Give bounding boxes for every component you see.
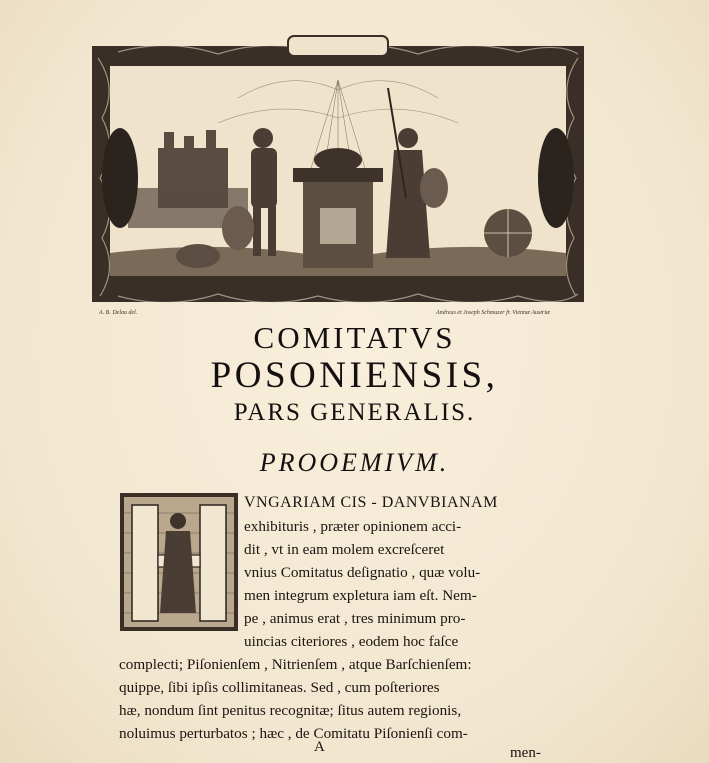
title-line-3: PARS GENERALIS. [233, 399, 476, 426]
text-line-6: pe , animus erat , tres minimum pro- [244, 610, 466, 627]
title-line-1: COMITATVS [253, 320, 456, 355]
text-line-8: complecti; Piſonienſem , Nitrienſem , atque Barſchienſem: [119, 656, 472, 673]
engraver-credit-left: A. B. Delau del. [99, 310, 138, 316]
text-line-2: exhibituris , præter opinionem acci- [244, 518, 462, 535]
section-heading: PROOEMIVM. [259, 448, 450, 477]
text-line-4: vnius Comitatus deſignatio , quæ volu- [244, 564, 481, 581]
text-line-1: VNGARIAM CIS - DANVBIANAM [244, 494, 498, 511]
decorated-initial [120, 493, 238, 631]
title-line-2: POSONIENSIS, [210, 355, 499, 396]
text-line-9: quippe, ſibi ipſis collimitaneas. Sed , cum poſteriores [119, 679, 440, 696]
engraver-credit-right: Andreas et Joseph Schmuzer fr. Viennæ Austriæ [436, 310, 551, 316]
catchword: men- [510, 745, 541, 761]
text-line-11: noluimus perturbatos ; hæc , de Comitatu Piſonienſi com- [119, 725, 468, 742]
signature-mark: A [314, 739, 325, 755]
text-line-10: hæ, nondum ſint penitus recognitæ; ſitus autem regionis, [119, 702, 462, 719]
text-line-7: uincias citeriores , eodem hoc faſce [244, 633, 459, 650]
text-line-5: men integrum expletura iam eſt. Nem- [244, 587, 477, 604]
text-line-3: dit , vt in eam molem excreſceret [244, 541, 445, 558]
engraved-headpiece [88, 28, 588, 310]
